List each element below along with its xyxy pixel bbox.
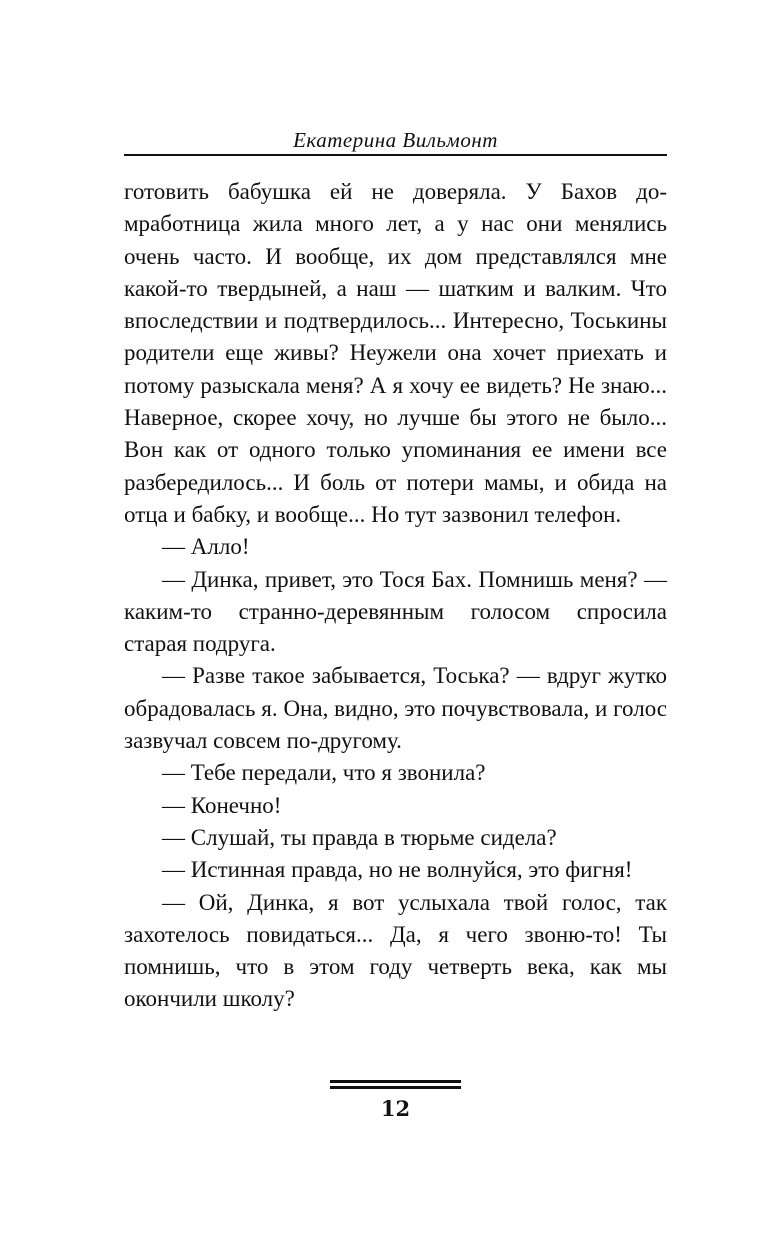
paragraph-3: — Динка, привет, это Тося Бах. Помнишь меня? — каким-то странно-деревянным голосом спросила старая подруга. xyxy=(124,566,667,657)
footer-rule-bottom xyxy=(330,1086,461,1089)
header-rule xyxy=(124,154,667,156)
paragraph-4: — Разве такое забывается, Тоська? — вдруг жутко обрадовалась я. Она, видно, это почувствовала, и голос зазвучал совсем по-другому. xyxy=(124,663,667,754)
page-number: 12 xyxy=(380,1096,411,1121)
running-head-title: Екатерина Вильмонт xyxy=(293,128,498,152)
paragraph-5: — Тебе передали, что я звонила? xyxy=(162,760,486,786)
footer-rule-top xyxy=(330,1080,461,1083)
paragraph-6: — Конечно! xyxy=(162,792,282,818)
paragraph-8: — Истинная правда, но не волнуйся, это фигня! xyxy=(162,857,633,883)
paragraph-1: готовить бабушка ей не доверяла. У Бахов домработница жила много лет, а у нас они менялись очень часто. И вообще, их дом представлялся мне какой-то твердыней, а наш — шатким и валким. Что впоследствии и подтвердилось... Интересно, Тоськины родители еще живы? Неужели она хочет приехать и потому разыскала меня? А я хочу ее видеть? Не знаю... Наверное, скорее хочу, но лучше бы этого не было... Вон как от одного только упоминания ее имени все разбередилось... И боль от потери мамы, и обида на отца и бабку, и вообще... Но тут зазвонил телефон. xyxy=(124,179,667,527)
paragraph-7: — Слушай, ты правда в тюрьме сидела? xyxy=(162,824,557,850)
body-text xyxy=(124,176,667,1016)
paragraph-2: — Алло! xyxy=(162,534,250,560)
paragraph-9: — Ой, Динка, я вот услыхала твой голос, так захотелось повидаться... Да, я чего звоню-то! Ты помнишь, что в этом году четверть века, как мы окончили школу? xyxy=(124,889,667,1012)
